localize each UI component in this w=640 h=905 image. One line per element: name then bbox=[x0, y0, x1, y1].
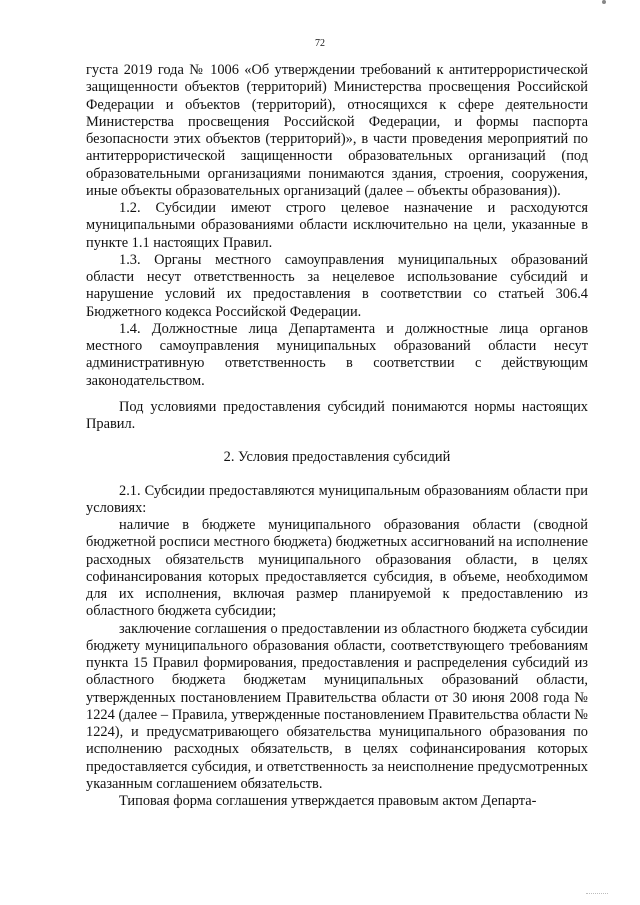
page-number: 72 bbox=[315, 38, 325, 49]
scan-artifact-line bbox=[586, 893, 608, 895]
paragraph-1-3: 1.3. Органы местного самоуправления муниципальных образований области несут ответственность за нецелевое использование субсидий и нарушение условий их предоставления в соответствии со статьей 306.4 Бюджетного кодекса Российской Федерации. bbox=[86, 251, 588, 320]
paragraph-1-4: 1.4. Должностные лица Департамента и должностные лица органов местного самоуправления муниципальных образований области несут административную ответственность в соответствии с действующим законодательством. bbox=[86, 320, 588, 389]
document-body bbox=[86, 62, 588, 810]
paragraph-budget-condition: наличие в бюджете муниципального образования области (сводной бюджетной росписи местного бюджета) бюджетных ассигнований на исполнение расходных обязательств муниципального образования области, в целях софинансирования которых предоставляется субсидия, в объеме, необходимом для их исполнения, включая размер планируемой к предоставлению из областного бюджета субсидии; bbox=[86, 517, 588, 620]
paragraph-agreement-form: Типовая форма соглашения утверждается правовым актом Департа- bbox=[119, 793, 537, 809]
paragraph-2-1: 2.1. Субсидии предоставляются муниципальным образованиям области при условиях: bbox=[86, 482, 588, 516]
scan-artifact-mark bbox=[602, 0, 606, 4]
paragraph-1-2: 1.2. Субсидии имеют строго целевое назначение и расходуются муниципальными образованиями области исключительно на цели, указанные в пункте 1.1 настоящих Правил. bbox=[86, 200, 588, 251]
paragraph-continuation: густа 2019 года № 1006 «Об утверждении требований к антитеррористической защищенности объектов (территорий) Министерства просвещения Российской Федерации и объектов (территорий), относящихся к сфере деятельности Министерства просвещения Российской Федерации, и формы паспорта безопасности этих объектов (территорий)», в части проведения мероприятий по антитеррористической защищенности образовательных организаций (под образовательными организациями понимаются здания, строения, сооружения, иные объекты образовательных организаций (далее – объекты образования)). bbox=[86, 62, 588, 199]
section-heading: 2. Условия предоставления субсидий bbox=[223, 449, 451, 466]
paragraph-agreement-condition: заключение соглашения о предоставлении из областного бюджета субсидии бюджету муниципального образования области, соответствующего требованиям пункта 15 Правил формирования, предоставления и распределения субсидий из областного бюджета бюджетам муниципальных образований области, утвержденных постановлением Правительства области от 30 июня 2008 года № 1224 (далее – Правила, утвержденные постановлением Правительства области № 1224), и предусматривающего обязательства муниципального образования по исполнению расходных обязательств, в целях софинансирования которых предоставляется субсидия, и ответственность за неисполнение предусмотренных указанным соглашением обязательств. bbox=[86, 620, 588, 792]
paragraph-conditions-definition: Под условиями предоставления субсидий понимаются нормы настоящих Правил. bbox=[86, 398, 588, 432]
